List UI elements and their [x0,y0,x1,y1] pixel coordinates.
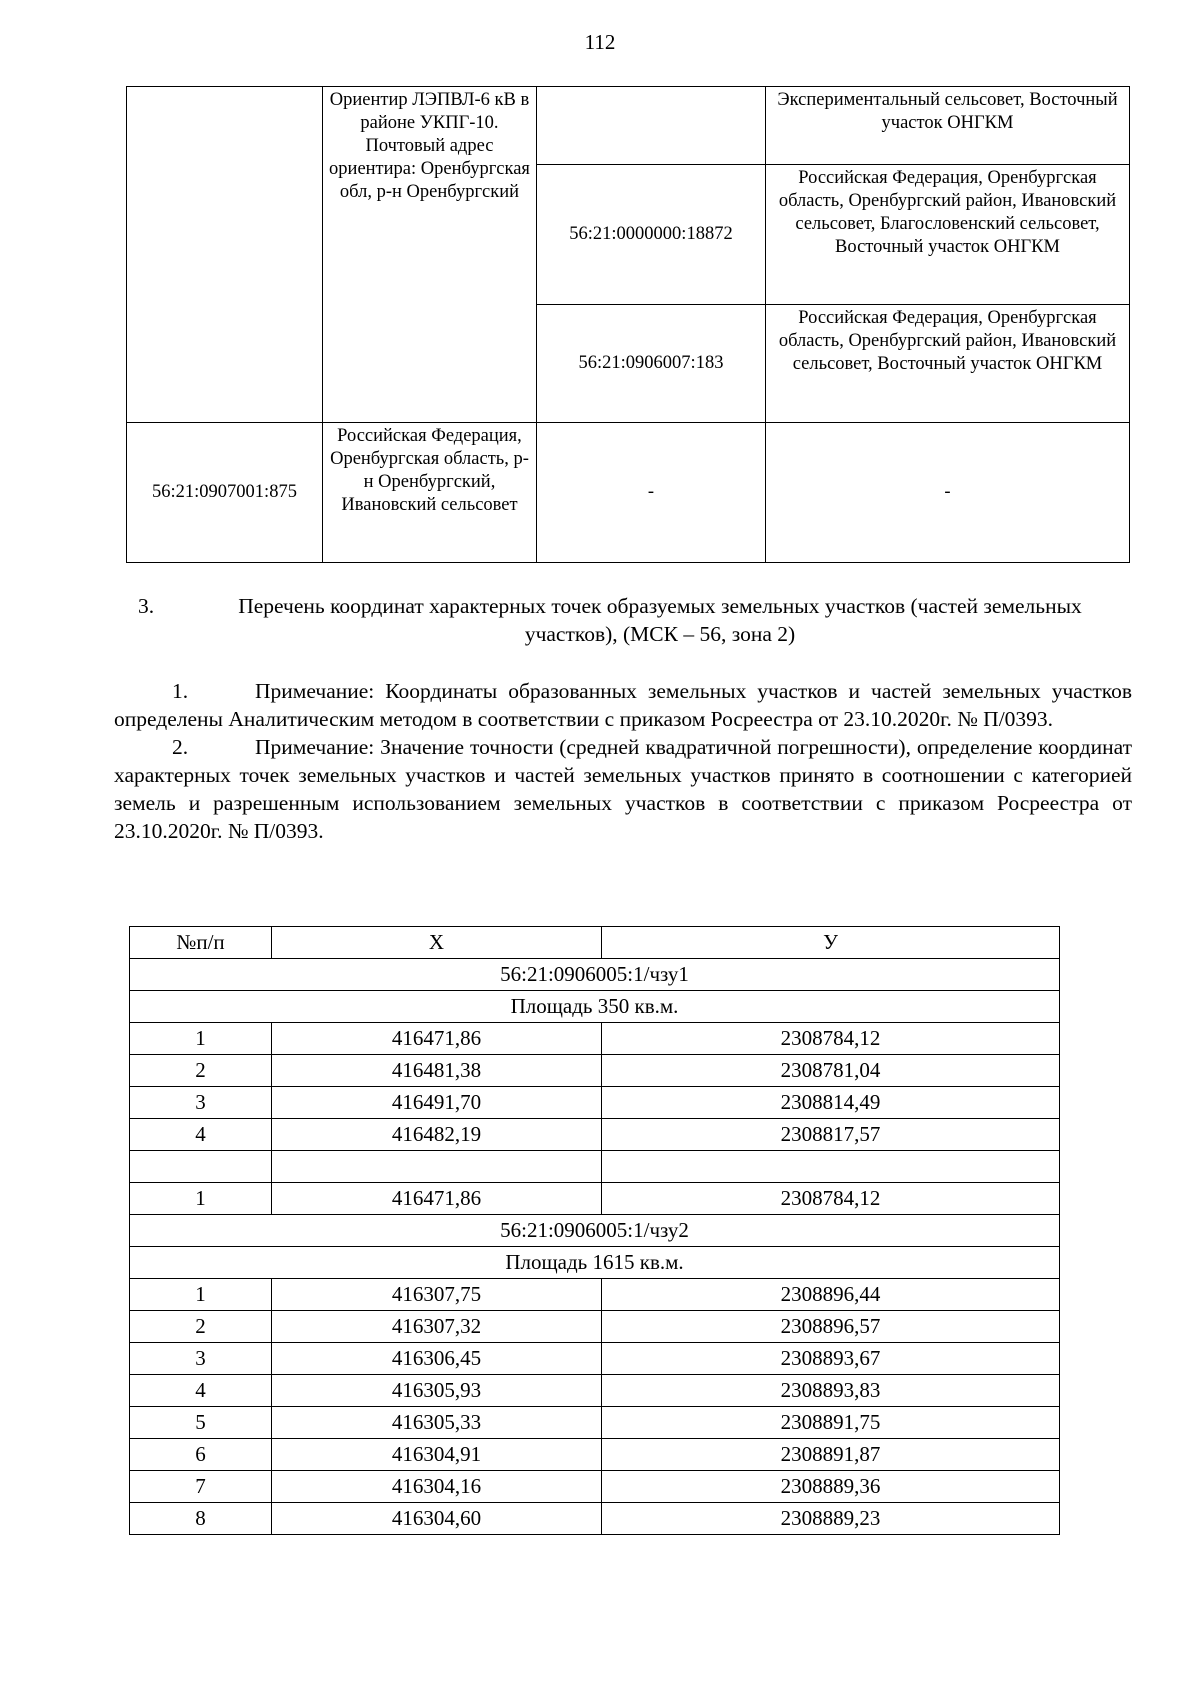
x-coordinate-cell: 416304,91 [272,1439,602,1471]
plot-id: 56:21:0906005:1/чзу1 [130,959,1060,991]
point-number-cell: 8 [130,1503,272,1535]
note-number: 2. [172,735,189,759]
y-coordinate-cell: 2308896,44 [602,1279,1060,1311]
y-coordinate-cell: 2308889,23 [602,1503,1060,1535]
plot-area-row [130,1247,1060,1279]
column-header-y: У [602,927,1060,959]
note [114,677,1132,733]
table-cell-location: Экспериментальный сельсовет, Восточный участок ОНГКМ [766,87,1130,165]
table-row [130,1375,1060,1407]
table-cell-cadastral-number: 56:21:0000000:18872 [537,165,766,305]
x-coordinate-cell: 416304,60 [272,1503,602,1535]
point-number-cell: 2 [130,1055,272,1087]
table-row [130,1343,1060,1375]
table-cell-cadastral-number: 56:21:0907001:875 [127,423,323,563]
x-coordinate-cell: 416307,75 [272,1279,602,1311]
point-number-cell: 2 [130,1311,272,1343]
plot-area-row [130,991,1060,1023]
notes [114,677,1132,845]
y-coordinate-cell: 2308784,12 [602,1023,1060,1055]
point-number-cell: 5 [130,1407,272,1439]
table-cell-address: Российская Федерация, Оренбургская область, р-н Оренбургский, Ивановский сельсовет [323,423,537,563]
x-coordinate-cell: 416481,38 [272,1055,602,1087]
y-coordinate-cell: 2308784,12 [602,1183,1060,1215]
y-coordinate-cell [602,1151,1060,1183]
point-number-cell: 1 [130,1279,272,1311]
plot-area: Площадь 350 кв.м. [130,991,1060,1023]
table-row [130,1407,1060,1439]
table-cell [127,87,323,423]
note-text: Примечание: Координаты образованных земельных участков и частей земельных участков определены Аналитическим методом в соответствии с приказом Росреестра от 23.10.2020г. № П/0393. [114,679,1132,731]
point-number-cell: 7 [130,1471,272,1503]
table-cell-cadastral-number: 56:21:0906007:183 [537,305,766,423]
y-coordinate-cell: 2308893,83 [602,1375,1060,1407]
point-number-cell: 3 [130,1087,272,1119]
table-cell [537,87,766,165]
y-coordinate-cell: 2308781,04 [602,1055,1060,1087]
table-row [130,1471,1060,1503]
table-row [130,1311,1060,1343]
plot-id: 56:21:0906005:1/чзу2 [130,1215,1060,1247]
x-coordinate-cell: 416482,19 [272,1119,602,1151]
plot-area: Площадь 1615 кв.м. [130,1247,1060,1279]
table-cell-location: Российская Федерация, Оренбургская область, Оренбургский район, Ивановский сельсовет, Благословенский сельсовет, Восточный участок ОНГКМ [766,165,1130,305]
x-coordinate-cell: 416305,33 [272,1407,602,1439]
coordinates-table-body [130,959,1060,1535]
table-row [130,1087,1060,1119]
point-number-cell: 6 [130,1439,272,1471]
x-coordinate-cell: 416471,86 [272,1023,602,1055]
x-coordinate-cell: 416471,86 [272,1183,602,1215]
note [114,733,1132,845]
y-coordinate-cell: 2308896,57 [602,1311,1060,1343]
point-number-cell: 1 [130,1023,272,1055]
table-row [130,1439,1060,1471]
y-coordinate-cell: 2308889,36 [602,1471,1060,1503]
plot-id-row [130,959,1060,991]
table-row [130,1119,1060,1151]
table-row [130,1151,1060,1183]
table-header-row [130,927,1060,959]
point-number-cell: 3 [130,1343,272,1375]
section-number: 3. [138,594,155,618]
y-coordinate-cell: 2308817,57 [602,1119,1060,1151]
point-number-cell [130,1151,272,1183]
table-row [127,423,1130,563]
section-heading [130,592,1130,648]
table-row [127,87,1130,165]
x-coordinate-cell: 416491,70 [272,1087,602,1119]
x-coordinate-cell [272,1151,602,1183]
table-row [130,1055,1060,1087]
y-coordinate-cell: 2308814,49 [602,1087,1060,1119]
y-coordinate-cell: 2308891,75 [602,1407,1060,1439]
parcel-continuation-table [126,86,1130,563]
y-coordinate-cell: 2308891,87 [602,1439,1060,1471]
table-cell-location: Российская Федерация, Оренбургская область, Оренбургский район, Ивановский сельсовет, Восточный участок ОНГКМ [766,305,1130,423]
x-coordinate-cell: 416305,93 [272,1375,602,1407]
point-number-cell: 4 [130,1119,272,1151]
x-coordinate-cell: 416306,45 [272,1343,602,1375]
column-header-x: X [272,927,602,959]
table-cell: - [766,423,1130,563]
section-title: Перечень координат характерных точек образуемых земельных участков (частей земельных участков), (МСК – 56, зона 2) [238,594,1082,646]
page-number: 112 [584,30,616,54]
table-row [130,1279,1060,1311]
table-row [130,1023,1060,1055]
table-row [130,1183,1060,1215]
point-number-cell: 4 [130,1375,272,1407]
table-cell: - [537,423,766,563]
table-cell-landmark-address: Ориентир ЛЭПВЛ-6 кВ в районе УКПГ-10. Почтовый адрес ориентира: Оренбургская обл, р-н Оренбургский [323,87,537,423]
coordinates-table [129,926,1060,1535]
point-number-cell: 1 [130,1183,272,1215]
column-header-number: №п/п [130,927,272,959]
note-number: 1. [172,679,189,703]
x-coordinate-cell: 416304,16 [272,1471,602,1503]
y-coordinate-cell: 2308893,67 [602,1343,1060,1375]
plot-id-row [130,1215,1060,1247]
table-row [130,1503,1060,1535]
x-coordinate-cell: 416307,32 [272,1311,602,1343]
note-text: Примечание: Значение точности (средней квадратичной погрешности), определение координат характерных точек земельных участков и частей земельных участков принято в соотношении с категорией земель и разрешенным использованием земельных участков в соответствии с приказом Росреестра от 23.10.2020г. № П/0393. [114,735,1132,843]
